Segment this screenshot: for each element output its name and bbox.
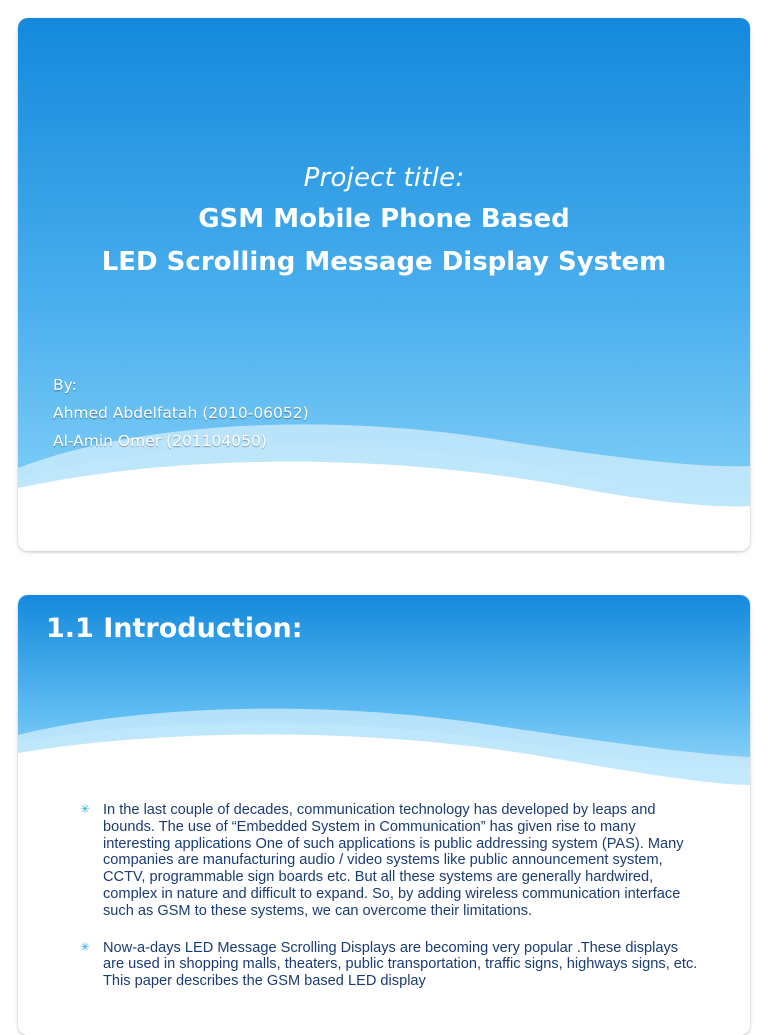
title-slide-background [18,18,750,551]
project-title-line-2: LED Scrolling Message Display System [101,247,667,277]
authors-block [53,371,309,455]
by-label: By: [53,376,77,394]
introduction-slide [18,595,750,1035]
list-item [80,940,700,990]
project-title-line-1: GSM Mobile Phone Based [198,204,570,234]
author-2: Al-Amin Omer (201104050) [53,432,267,450]
bullet-text-1: In the last couple of decades, communication technology has developed by leaps and bounds. The use of “Embedded System in Communication” has given rise to many interesting applications One of such applications is public addressing system (PAS). Many companies are manufacturing audio / video systems like public announcement system, CCTV, programmable sign boards etc. But all these systems are generally hardwired, complex in nature and difficult to expand. So, by adding wireless communication interface such as GSM to these systems, we can overcome their limitations. [103,802,684,919]
author-1: Ahmed Abdelfatah (2010-06052) [53,404,309,422]
title-slide [18,18,750,551]
bullet-text-2: Now-a-days LED Message Scrolling Displays are becoming very popular .These displays are used in shopping malls, theaters, public transportation, traffic signs, highways signs, etc. This paper describes the GSM based LED display [103,939,698,990]
introduction-heading: 1.1 Introduction: [46,613,303,644]
introduction-bullet-list [80,802,700,990]
list-item [80,802,700,920]
asterisk-bullet-icon: ✳ [80,802,91,816]
project-title-label: Project title: [303,163,465,193]
asterisk-bullet-icon: ✳ [80,939,91,954]
